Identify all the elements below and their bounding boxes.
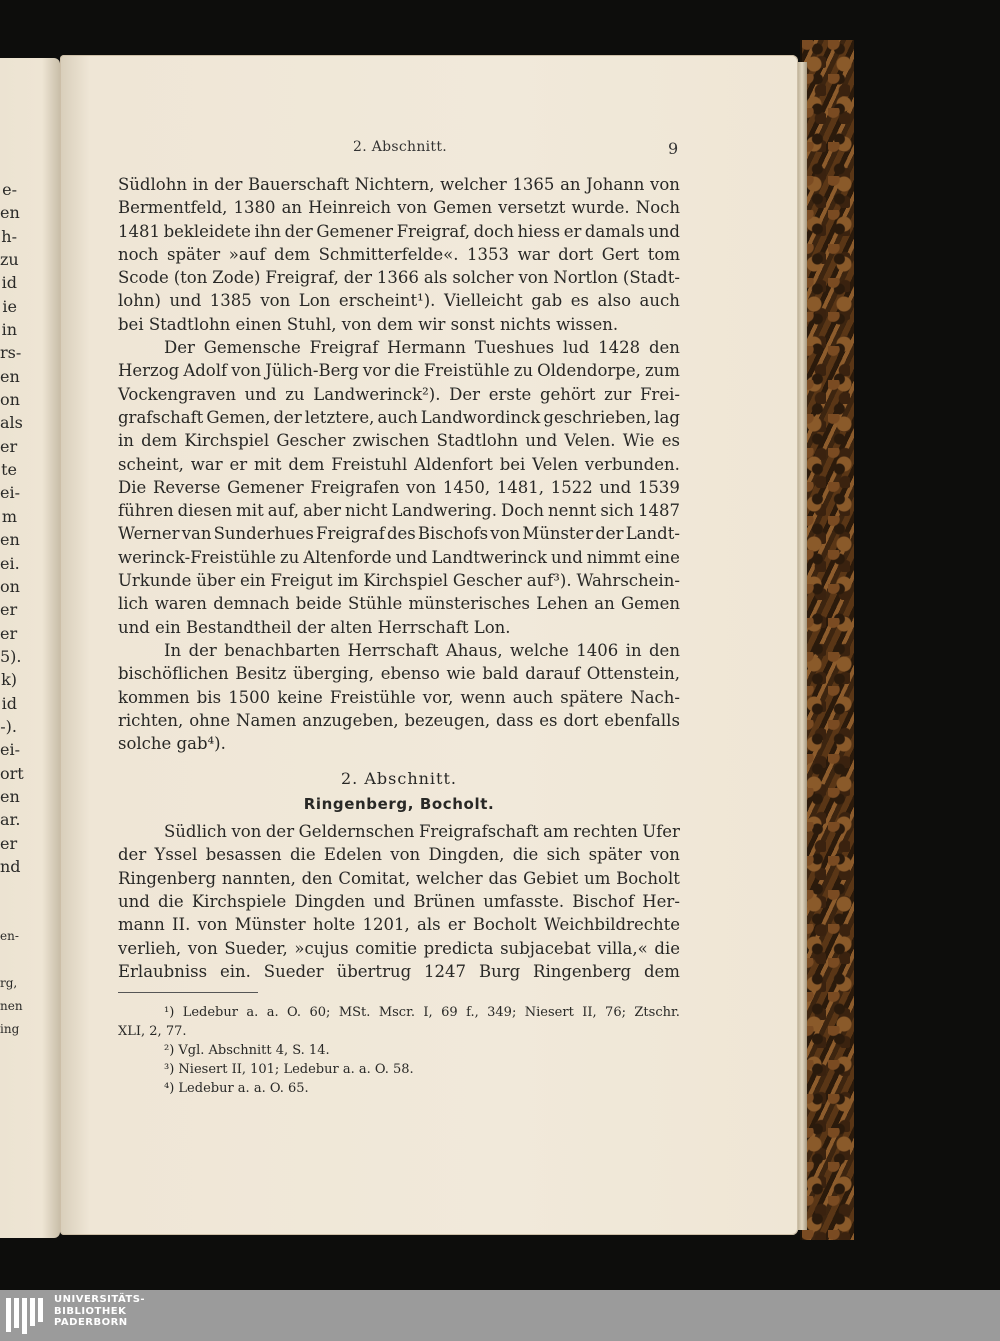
page-block-edge (797, 62, 807, 1230)
left-page-fragment: m (1, 506, 17, 526)
left-page-fragment: te (1, 460, 17, 480)
left-page-fragment: zu (0, 250, 19, 270)
footnote-line: XLI, 2, 77. (118, 1024, 187, 1040)
text-line: lohn) und 1385 von Lon erscheint¹). Vielleicht gab es also auch (118, 291, 680, 311)
left-page-fragment: id (1, 693, 17, 713)
section-title: Ringenberg, Bocholt. (303, 794, 495, 813)
text-line: Die Reverse Gemener Freigrafen von 1450, 1481, 1522 und 1539 (118, 477, 680, 497)
section-heading: 2. Abschnitt. (341, 769, 457, 789)
paragraph (118, 639, 680, 755)
text-line: Scode (ton Zode) Freigraf, der 1366 als solcher von Nortlon (Stadt- (118, 268, 680, 288)
paragraph (118, 820, 680, 983)
text-line: und ein Bestandtheil der alten Herrschaft Lon. (118, 617, 511, 637)
left-page-fragment: er (0, 833, 18, 853)
left-page-fragment: k) (1, 670, 17, 690)
text-line: der Yssel besassen die Edelen von Dingden, die sich später von (118, 845, 680, 865)
text-line: Ringenberg nannten, den Comitat, welcher das Gebiet um Bocholt (118, 868, 680, 888)
text-line: kommen bis 1500 keine Freistühle vor, wenn auch spätere Nach- (118, 687, 680, 707)
left-page-fragment: en (0, 786, 20, 806)
text-line: grafschaft Gemen, der letztere, auch Landwordinck geschrieben, lag (118, 407, 680, 427)
left-page-fragment (0, 948, 60, 971)
left-page-fragment: rg, (0, 975, 18, 990)
text-line: bischöflichen Besitz überging, ebenso wie bald darauf Ottenstein, (118, 664, 680, 684)
text-line: Urkunde über ein Freigut im Kirchspiel Gescher auf³). Wahrschein- (118, 571, 680, 591)
text-line: lich waren demnach beide Stühle münsterisches Lehen an Gemen (118, 594, 680, 614)
text-line: und die Kirchspiele Dingden und Brünen umfasste. Bischof Her- (118, 891, 680, 911)
logo-line: PADERBORN (54, 1317, 128, 1328)
left-page (0, 58, 60, 1238)
book-page (60, 55, 798, 1235)
left-page-fragment: en (0, 530, 20, 550)
left-page-fragment: ar. (0, 810, 21, 830)
text-line: In der benachbarten Herrschaft Ahaus, welche 1406 in den (164, 640, 680, 660)
left-page-fragment: er (0, 436, 18, 456)
logo-line: UNIVERSITÄTS- (54, 1294, 146, 1305)
left-page-fragment: id (1, 273, 17, 293)
text-line: scheint, war er mit dem Freistuhl Aldenfort bei Velen verbunden. (118, 454, 680, 474)
left-page-fragment: er (0, 623, 18, 643)
footnote-line: ⁴) Ledebur a. a. O. 65. (164, 1081, 309, 1097)
left-page-fragment: nd (0, 856, 21, 876)
paragraph (118, 336, 680, 639)
left-page-fragment: h- (1, 226, 17, 246)
left-page-fragment: rs- (0, 343, 22, 363)
library-logo-icon (6, 1298, 46, 1334)
text-line: noch später »auf dem Schmitterfelde«. 1353 war dort Gert tom (118, 244, 680, 264)
footnote-line: ³) Niesert II, 101; Ledebur a. a. O. 58. (164, 1062, 414, 1078)
left-page-fragment: in (1, 320, 17, 340)
running-title: 2. Abschnitt. (353, 139, 448, 155)
left-page-fragment: nen (0, 999, 23, 1014)
footnotes (118, 1003, 680, 1098)
text-line: 1481 bekleidete ihn der Gemener Freigraf, doch hiess er damals und (118, 221, 680, 241)
left-page-fragment (0, 902, 60, 925)
left-page-fragment: en- (0, 929, 19, 943)
left-page-fragment: ie (2, 296, 17, 316)
logo-line: BIBLIOTHEK (54, 1305, 127, 1317)
text-line: Herzog Adolf von Jülich-Berg vor die Freistühle zu Oldendorpe, zum (118, 361, 680, 381)
paragraph (118, 173, 680, 336)
left-page-fragment: ei- (0, 483, 20, 503)
footnote-line: ²) Vgl. Abschnitt 4, S. 14. (164, 1043, 330, 1059)
marbled-book-edge (800, 40, 854, 1240)
left-page-fragment: ort (0, 763, 24, 783)
text-line: Erlaubniss ein. Sueder übertrug 1247 Burg Ringenberg dem (118, 961, 680, 981)
left-page-fragment: e- (2, 180, 17, 199)
text-line: werinck-Freistühle zu Altenforde und Landtwerinck und nimmt eine (118, 547, 680, 567)
text-line: Bermentfeld, 1380 an Heinreich von Gemen versetzt wurde. Noch (118, 198, 680, 218)
text-line: solche gab⁴). (118, 734, 226, 754)
text-line: Werner van Sunderhues Freigraf des Bischofs von Münster der Landt- (118, 524, 680, 544)
text-line: führen diesen mit auf, aber nicht Landwering. Doch nennt sich 1487 (118, 501, 680, 521)
left-page-fragment: er (0, 600, 18, 620)
left-page-fragment: on (0, 390, 20, 410)
text-line: bei Stadtlohn einen Stuhl, von dem wir sonst nichts wissen. (118, 314, 619, 334)
left-page-fragment: ing (0, 1022, 20, 1037)
left-page-fragment: ei. (0, 553, 20, 573)
text-line: Südlich von der Geldernschen Freigrafschaft am rechten Ufer (164, 822, 680, 842)
text-line: Vockengraven und zu Landwerinck²). Der erste gehört zur Frei- (118, 384, 680, 404)
left-page-fragment: -). (0, 716, 17, 736)
left-page-fragment (0, 878, 60, 901)
text-line: mann II. von Münster holte 1201, als er Bocholt Weichbildrechte (118, 915, 680, 935)
left-page-fragment: en (0, 366, 20, 386)
text-line: verlieh, von Sueder, »cujus comitie predicta subjacebat villa,« die (118, 938, 680, 958)
library-footer-bar (0, 1290, 1000, 1341)
text-line: in dem Kirchspiel Gescher zwischen Stadtlohn und Velen. Wie es (118, 431, 680, 451)
left-page-fragment: 5). (0, 646, 22, 666)
text-line: Südlohn in der Bauerschaft Nichtern, welcher 1365 an Johann von (118, 175, 680, 194)
text-line: Der Gemensche Freigraf Hermann Tueshues lud 1428 den (164, 338, 680, 358)
footnote-rule (118, 992, 258, 993)
footnote-line: ¹) Ledebur a. a. O. 60; MSt. Mscr. I, 69 f., 349; Niesert II, 76; Ztschr. (164, 1005, 680, 1021)
left-page-text-fragments (0, 178, 60, 1042)
left-page-fragment: als (0, 413, 23, 433)
page-number: 9 (668, 139, 679, 158)
text-line: richten, ohne Namen anzugeben, bezeugen, dass es dort ebenfalls (118, 710, 680, 730)
body-text (118, 173, 680, 1098)
left-page-fragment: en (0, 203, 20, 223)
left-page-fragment: on (0, 576, 20, 596)
left-page-fragment: ei- (0, 740, 20, 760)
library-logo-text (54, 1294, 145, 1329)
